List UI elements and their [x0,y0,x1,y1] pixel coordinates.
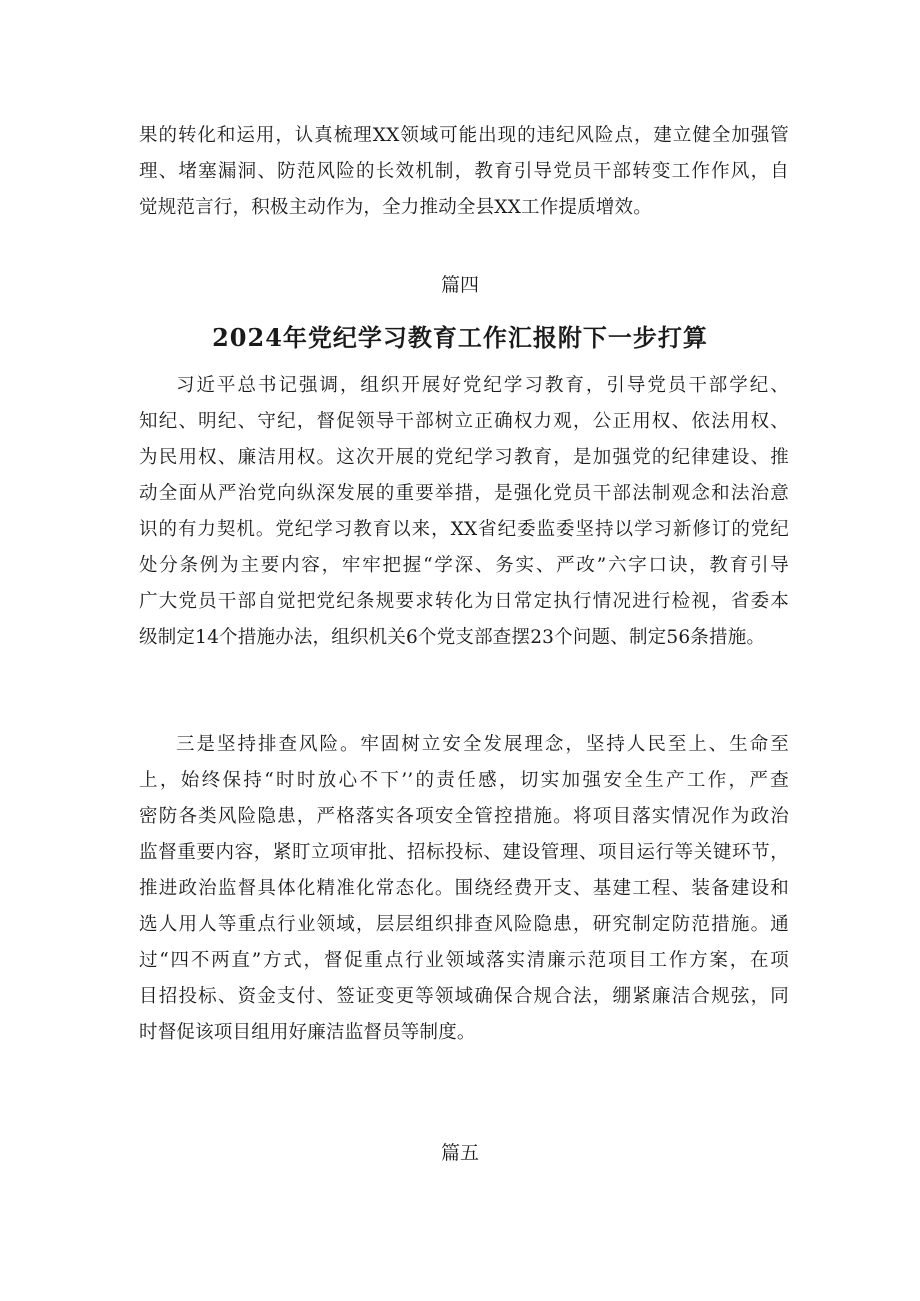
section-label-5: 篇五 [440,1142,479,1164]
text-line: 动全面从严治党向纵深发展的重要举措，是强化党员干部法制观念和法治意 [139,483,789,504]
text-line: 推进政治监督具体化精准化常态化。围绕经费开支、基建工程、装备建设和 [139,878,789,899]
text-line: 为民用权、廉洁用权。这次开展的党纪学习教育，是加强党的纪律建设、推 [139,447,789,468]
paragraph-intro [139,368,789,656]
text-line: 三是坚持排查风险。牢固树立安全发展理念，坚持人民至上、生命至 [176,734,789,755]
text-line: 监督重要内容，紧盯立项审批、招标投标、建设管理、项目运行等关键环节， [139,842,789,863]
text-line: 广大党员干部自觉把党纪条规要求转化为日常定执行情况进行检视，省委本 [139,591,789,612]
text-line: 级制定14个措施办法，组织机关6个党支部查摆23个问题、制定56条措施。 [139,627,766,648]
text-line: 上，始终保持“时时放心不下’’的责任感，切实加强安全生产工作，严查 [139,770,789,791]
paragraph-risk-check [139,727,789,1051]
text-line: 处分条例为主要内容，牢牢把握“学深、务实、严改”六字口诀，教育引导 [139,555,789,576]
text-line: 理、堵塞漏洞、防范风险的长效机制，教育引导党员干部转变工作作风，自 [139,161,789,182]
text-line: 过“四不两直”方式，督促重点行业领域落实清廉示范项目工作方案，在项 [139,950,789,971]
text-line: 密防各类风险隐患，严格落实各项安全管控措施。将项目落实情况作为政治 [139,806,789,827]
paragraph-continuation [139,118,789,226]
text-line: 习近平总书记强调，组织开展好党纪学习教育，引导党员干部学纪、 [176,375,789,396]
text-line: 识的有力契机。党纪学习教育以来，XX省纪委监委坚持以学习新修订的党纪 [139,519,789,540]
text-line: 目招投标、资金支付、签证变更等领域确保合规合法，绷紧廉洁合规弦，同 [139,986,789,1007]
section-title: 2024年党纪学习教育工作汇报附下一步打算 [212,323,708,352]
text-line: 觉规范言行，积极主动作为，全力推动全县XX工作提质增效。 [139,197,652,218]
text-line: 知纪、明纪、守纪，督促领导干部树立正确权力观，公正用权、依法用权、 [139,411,789,432]
text-line: 果的转化和运用，认真梳理XX领域可能出现的违纪风险点，建立健全加强管 [139,125,789,146]
text-line: 时督促该项目组用好廉洁监督员等制度。 [139,1022,476,1043]
text-line: 选人用人等重点行业领域，层层组织排查风险隐患，研究制定防范措施。通 [139,914,789,935]
section-label-4: 篇四 [440,274,479,296]
